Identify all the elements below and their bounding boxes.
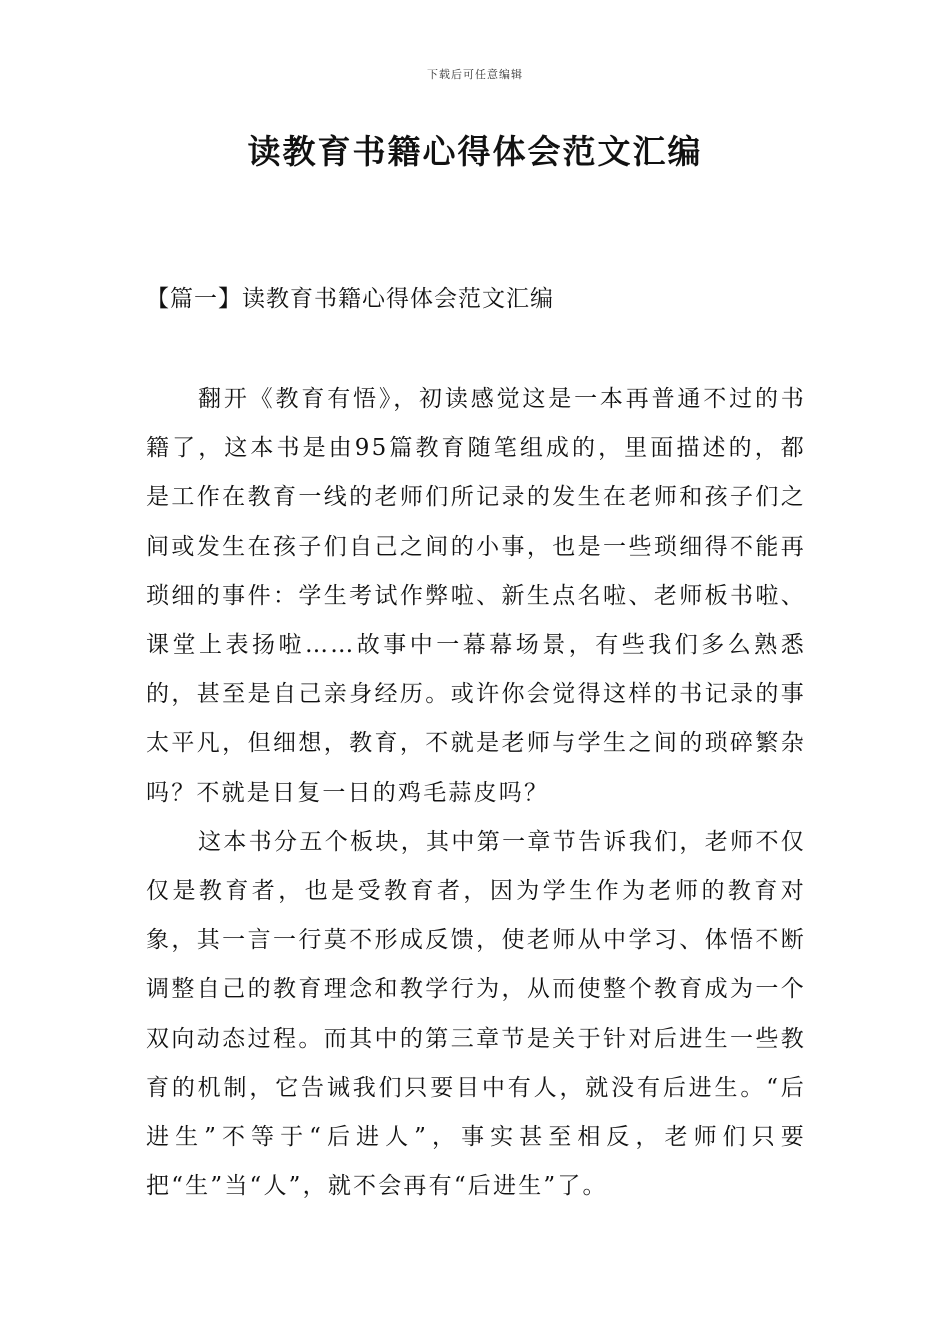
document-title: 读教育书籍心得体会范文汇编 — [247, 132, 703, 171]
body-text — [146, 375, 806, 1211]
paragraph-1: 翻开《教育有悟》，初读感觉这是一本再普通不过的书籍了，这本书是由95篇教育随笔组成的，里面描述的，都是工作在教育一线的老师们所记录的发生在老师和孩子们之间或发生在孩子们自己之间的小事，也是一些琐细得不能再琐细的事件：学生考试作弊啦、新生点名啦、老师板书啦、课堂上表扬啦……故事中一幕幕场景，有些我们多么熟悉的，甚至是自己亲身经历。或许你会觉得这样的书记录的事太平凡，但细想，教育，不就是老师与学生之间的琐碎繁杂吗？不就是日复一日的鸡毛蒜皮吗？ — [146, 386, 806, 806]
header-note: 下载后可任意编辑 — [427, 68, 523, 81]
section-heading: 【篇一】读教育书籍心得体会范文汇编 — [146, 286, 554, 312]
paragraph-2: 这本书分五个板块，其中第一章节告诉我们，老师不仅仅是教育者，也是受教育者，因为学生作为老师的教育对象，其一言一行莫不形成反馈，使老师从中学习、体悟不断调整自己的教育理念和教学行为，从而使整个教育成为一个双向动态过程。而其中的第三章节是关于针对后进生一些教育的机制，它告诫我们只要目中有人，就没有后进生。“后进生”不等于“后进人”，事实甚至相反，老师们只要把“生”当“人”，就不会再有“后进生”了。 — [146, 828, 806, 1200]
